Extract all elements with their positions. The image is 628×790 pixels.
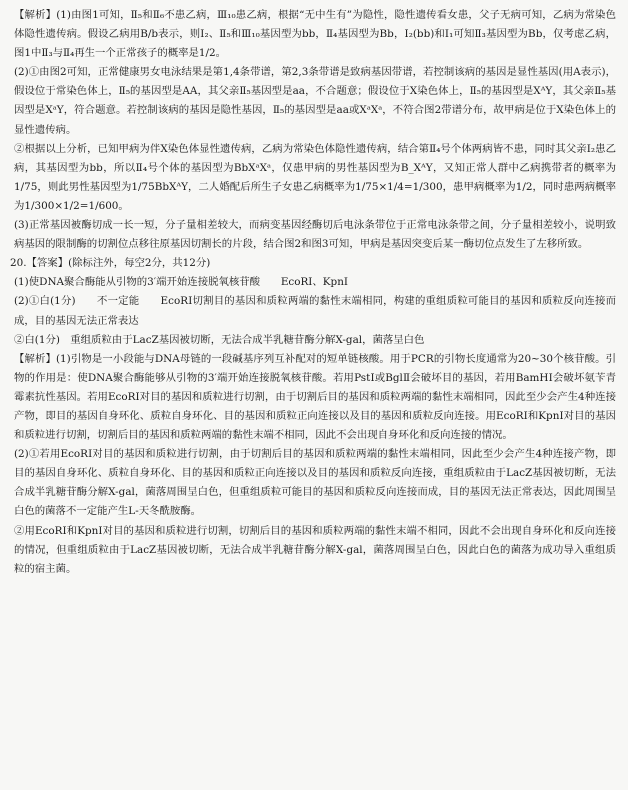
- analysis-paragraph-4: (3)正常基因被酶切成一长一短，分子量相差较大，而病变基因经酶切后电泳条带位于正常电泳条带之间，分子量相差较小，说明致病基因的限制酶的切割位点移往原基因切割长的片段，结合图2和图3可知，甲病是基因突变后某一酶切位点发生了左移所致。: [14, 219, 616, 251]
- q20-analysis-1: 【解析】(1)引物是一小段能与DNA母链的一段碱基序列互补配对的短单链核酸。用于PCR的引物长度通常为20~30个核苷酸。引物的作用是：使DNA聚合酶能够从引物的3′端开始连接脱氧核苷酸。若用PstⅠ或BglⅡ会破坏目的基因，若用BamHⅠ会破坏氨苄青霉素抗性基因。若用EcoRⅠ对目的基因和质粒进行切割，由于切割后目的基因和质粒两端的黏性末端相同，因此至少会产生4种连接产物，即目的基因自身环化、质粒自身环化、目的基因和质粒正向连接以及目的基因和质粒反向连接。用EcoRⅠ和KpnⅠ对目的基因和质粒进行切割，切割后目的基因和质粒两端的黏性末端不相同，因此不会出现自身环化和反向连接的情况。: [14, 352, 616, 442]
- analysis-paragraph-2: (2)①由图2可知，正常健康男女电泳结果是第1,4条带谱，第2,3条带谱是致病基因带谱，若控制该病的基因是显性基因(用A表示)，假设位于常染色体上，Ⅱ₅的基因型是AA，其父亲Ⅱ₅基因型是aa，不合题意；假设位于X染色体上，Ⅱ₅的基因型是XᴬY，其父亲Ⅱ₅基因型是XᵃY，符合题意。若控制该病的基因是隐性基因，Ⅱ₅的基因型是aa或XᵃXᵃ，不符合图2带谱分布，故甲病是位于X染色体上的显性遗传病。: [14, 66, 616, 136]
- q20-answer-3: ②白(1分) 重组质粒由于LacZ基因被切断，无法合成半乳糖苷酶分解X-gal，菌落呈白色: [14, 333, 425, 346]
- q20-analysis-3: ②用EcoRⅠ和KpnⅠ对目的基因和质粒进行切割，切割后目的基因和质粒两端的黏性末端不相同，因此不会出现自身环化和反向连接的情况，但重组质粒由于LacZ基因被切断，无法合成半乳糖苷酶分解X-gal，菌落周围呈白色，因此白色的菌落为成功导入重组质粒的宿主菌。: [14, 524, 616, 575]
- q20-analysis-2: (2)①若用EcoRⅠ对目的基因和质粒进行切割，由于切割后目的基因和质粒两端的黏性末端相同，因此至少会产生4种连接产物，即目的基因自身环化、质粒自身环化、目的基因和质粒正向连接以及目的基因和质粒反向连接，重组质粒由于LacZ基因被切断，无法合成半乳糖苷酶分解X-gal，菌落周围呈白色，但重组质粒可能目的基因和质粒反向连接而成，目的基因无法正常表达，因此周围呈白色的菌落不一定能产生L-天冬酰胺酶。: [14, 448, 616, 518]
- q20-answer-2: (2)①白(1分) 不一定能 EcoRⅠ切割目的基因和质粒两端的黏性末端相同，构建的重组质粒可能目的基因和质粒反向连接而成，目的基因无法正常表达: [14, 295, 616, 327]
- q20-answer-1: (1)使DNA聚合酶能从引物的3′端开始连接脱氧核苷酸 EcoRⅠ、KpnⅠ: [14, 276, 349, 289]
- q20-answer-header: 20.【答案】(除标注外，每空2分，共12分): [10, 257, 211, 270]
- analysis-paragraph-3: ②根据以上分析，已知甲病为伴X染色体显性遗传病，乙病为常染色体隐性遗传病，结合第Ⅱ₄号个体两病皆不患，同时其父亲Ⅰ₂患乙病，其基因型为bb，所以Ⅱ₄号个体的基因型为BbXᵃXᵃ，仅患甲病的男性基因型为B_XᴬY，又知正常人群中乙病携带者的概率为1/75，则此男性基因型为1/75BbXᴬY，二人婚配后所生子女患乙病概率为1/75×1/4=1/300，患甲病概率为1/2，同时患两病概率为1/300×1/2=1/600。: [14, 142, 616, 212]
- analysis-paragraph-1: 【解析】(1)由图1可知，Ⅱ₅和Ⅱ₆不患乙病，Ⅲ₁₀患乙病，根据“无中生有”为隐性，隐性遗传看女患，父子无病可知，乙病为常染色体隐性遗传病。假设乙病用B/b表示，则Ⅰ₂、Ⅱ₅和Ⅲ₁₀基因型为bb，Ⅱ₄基因型为Bb，Ⅰ₂(bb)和Ⅰ₁可知Ⅱ₃基因型为Bb，仅考虑乙病，图1中Ⅱ₃与Ⅱ₄再生一个正常孩子的概率是1/2。: [14, 9, 616, 60]
